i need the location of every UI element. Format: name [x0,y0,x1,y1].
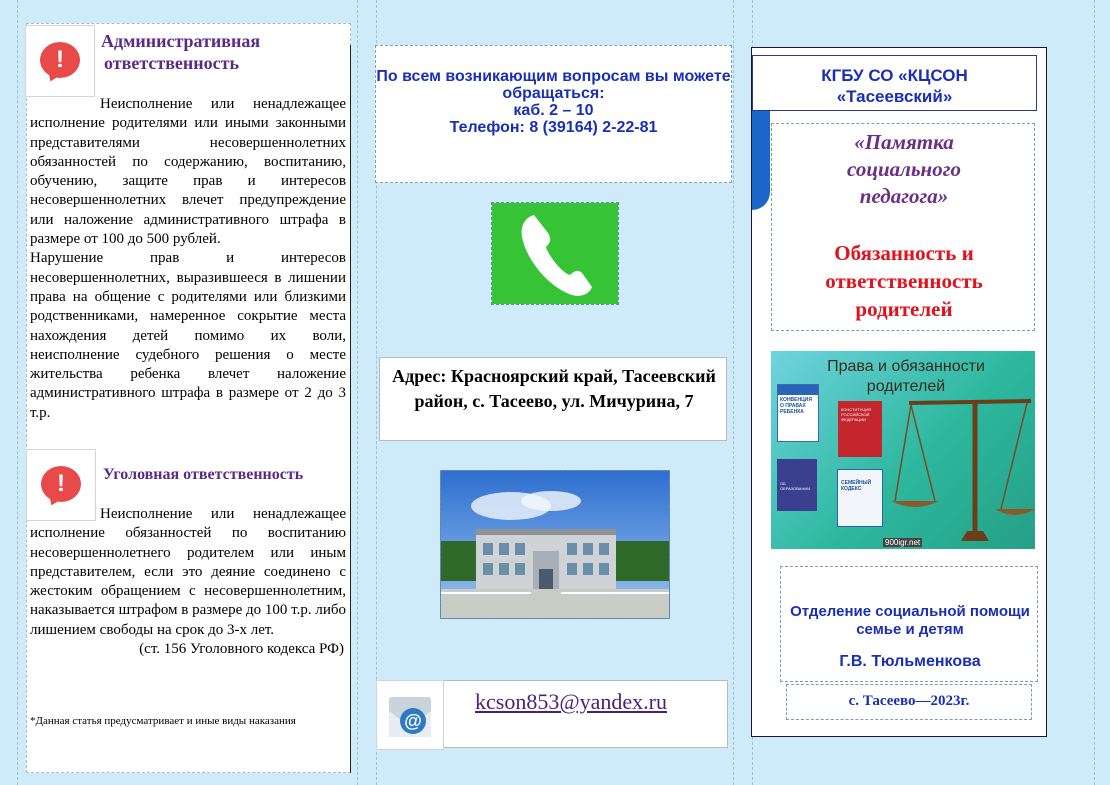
org-line1: КГБУ СО «КЦСОН [821,66,968,85]
email-box [376,680,728,748]
address-text: Адрес: Красноярский край, Тасеевский район, с. Тасеево, ул. Мичурина, 7 [392,366,716,411]
rights-image [771,351,1035,549]
contact-box [375,45,732,183]
book-constitution-title: КОНСТИТУЦИЯ РОССИЙСКОЙ ФЕДЕРАЦИИ [841,407,872,422]
criminal-text [30,505,346,659]
memo-box [771,123,1035,331]
contact-text [376,68,731,136]
author-name: Г.В. Тюльменкова [839,653,981,670]
building-photo [440,470,670,619]
memo-subtitle: Обязанность и ответственность родителей [825,241,983,321]
org-box [752,55,1037,111]
book-constitution [838,401,882,457]
org-line2: «Тасеевский» [836,87,953,106]
guide-line [1094,0,1095,785]
guide-line [357,0,358,785]
book-family-code [837,469,883,527]
email-icon [376,680,444,750]
admin-heading-line1: Административная [101,31,261,51]
place-year: с. Тасеево—2023г. [848,693,970,709]
admin-heading-line2: ответственность [104,53,240,73]
dept-name: Отделение социальной помощи семье и детям [790,603,1030,638]
guide-line [733,0,734,785]
book-education [777,459,817,511]
left-panel-border [350,45,351,773]
contact-phone: Телефон: 8 (39164) 2-22-81 [449,119,658,136]
address-box [379,357,727,441]
footnote: *Данная статья предусматривает и иные виды наказания [30,715,296,727]
warning-icon: ! [26,449,96,521]
admin-paragraph-2: Нарушение прав и интересов несовершеннолетних, выразившееся в лишении права на общение с родителями или близкими родственниками, намеренное сокрытие места нахождения детей помимо их воли, неисполнение судебного решения о месте жительства ребенка влечет наложение административного штрафа в размере от 2 до 3 т.р. [30,250,346,421]
criminal-reference: (ст. 156 Уголовного кодекса РФ) [139,641,344,658]
book-convention-title: КОНВЕНЦИЯ О ПРАВАХ РЕБЕНКА [780,397,812,415]
admin-heading [101,30,260,74]
admin-paragraph-1: Неисполнение или ненадлежащее исполнение родителями или иными законными представителями несовершеннолетних обязанностей по содержанию, воспитанию, обучению, защите прав и интересов несовершеннолетних влечет предупреждение или наложение административного штрафа в размере от 100 до 500 рублей. [30,96,346,248]
criminal-heading: Уголовная ответственность [103,466,304,483]
phone-icon [492,203,618,304]
criminal-paragraph: Неисполнение или ненадлежащее исполнение обязанностей по воспитанию несовершеннолетнего родителем или иным представителем, если это деяние соединено с жестоким обращением с несовершеннолетним, наказывается штрафом в размере до 100 т.р. либо лишением свободы на срок до 3-х лет. [30,506,346,638]
org-name [753,65,1036,107]
svg-text:@: @ [404,711,422,731]
contact-line1: По всем возникающим вопросам вы можете обращаться: [376,68,731,102]
dept-box [780,566,1038,682]
book-family-code-title: СЕМЕЙНЫЙ КОДЕКС [841,480,872,492]
memo-title: «Памятка социального педагога» [847,130,961,208]
warning-icon: ! [25,25,95,97]
book-convention [777,384,819,442]
admin-text [30,95,346,423]
book-education-title: ОБ ОБРАЗОВАНИИ [780,481,811,491]
email-link[interactable]: kcson853@yandex.ru [475,689,667,714]
contact-office: каб. 2 – 10 [513,102,594,119]
year-box [786,684,1032,720]
image-watermark: 900igr.net [885,538,921,547]
guide-line [17,0,18,785]
image-caption: Права и обязанности родителей [827,358,985,395]
